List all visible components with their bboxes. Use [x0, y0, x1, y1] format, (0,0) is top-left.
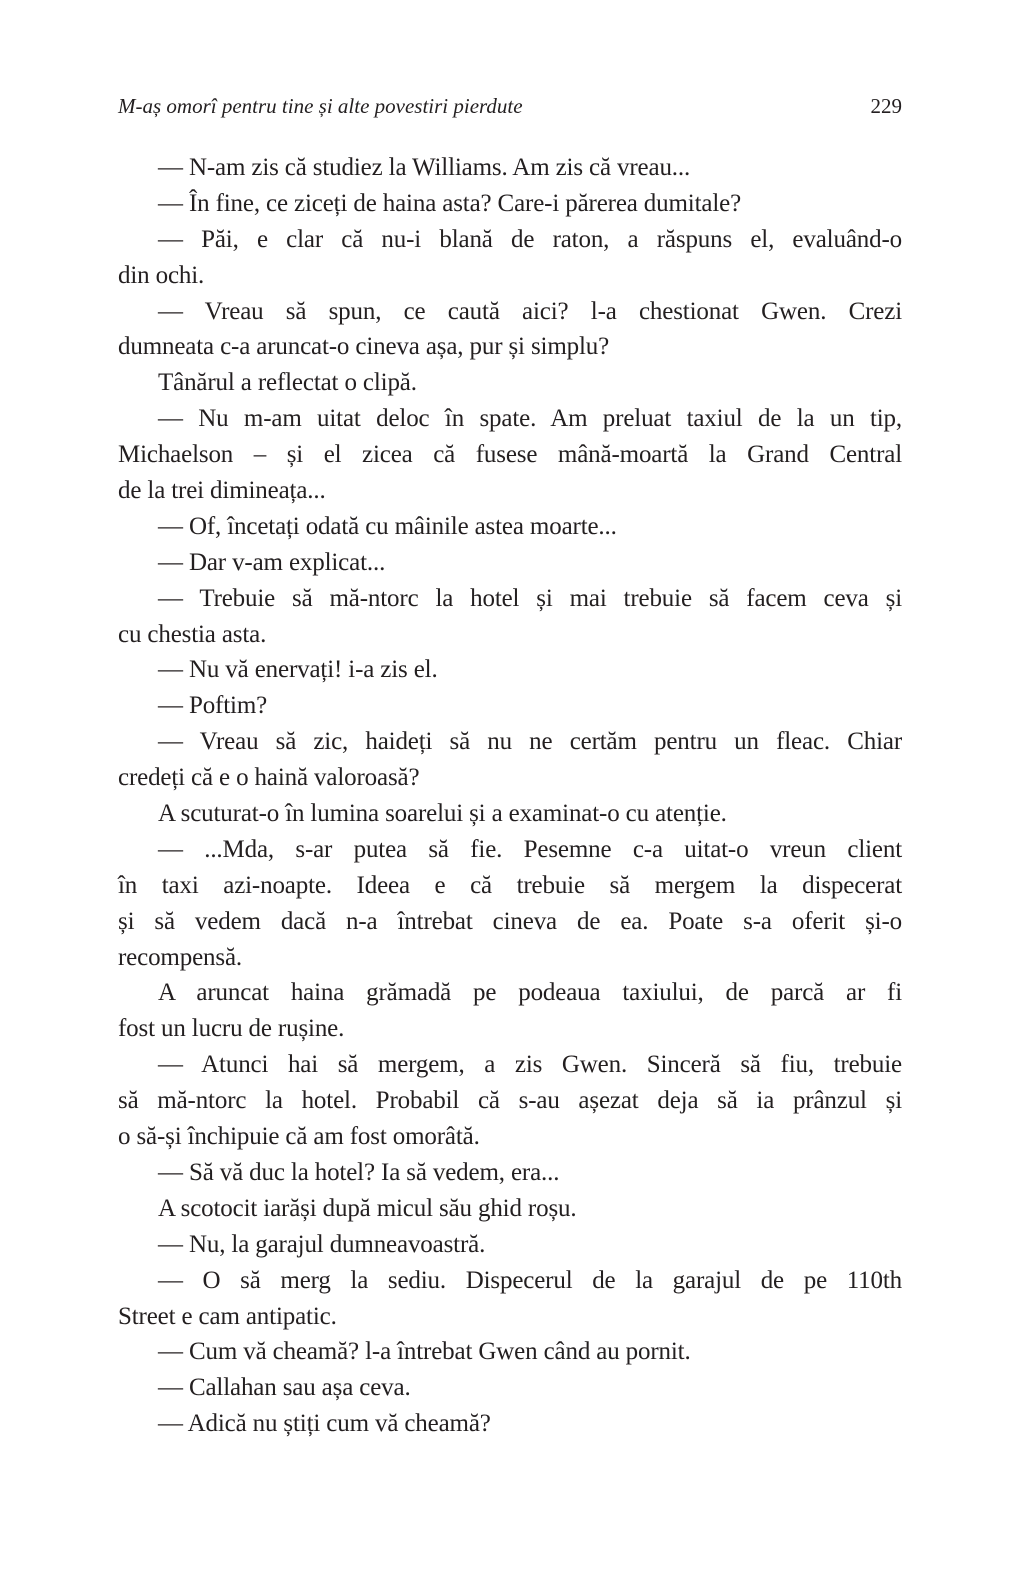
page-header	[118, 94, 902, 124]
paragraph	[118, 545, 902, 581]
text-line: — Adică nu știți cum vă cheamă?	[158, 1410, 491, 1438]
text-line: — Vreau să spun, ce caută aici? l-a chestionat Gwen. Crezi	[158, 297, 902, 325]
text-line: Michaelson – și el zicea că fusese mână-moartă la Grand Central	[118, 441, 902, 469]
text-line: A scotocit iarăși după micul său ghid roșu.	[158, 1194, 577, 1222]
page-number: 229	[870, 94, 902, 118]
text-line: Street e cam antipatic.	[118, 1302, 337, 1330]
paragraph	[118, 186, 902, 222]
paragraph	[118, 796, 902, 832]
text-line: cu chestia asta.	[118, 620, 267, 648]
text-line: fost un lucru de rușine.	[118, 1015, 345, 1043]
paragraph	[118, 1263, 902, 1335]
running-title: M-aș omorî pentru tine și alte povestiri pierdute	[118, 94, 523, 118]
text-line: din ochi.	[118, 261, 205, 289]
text-line: — Vreau să zic, haideți să nu ne certăm pentru un fleac. Chiar	[158, 728, 902, 756]
text-line: — Să vă duc la hotel? Ia să vedem, era...	[158, 1158, 560, 1186]
text-line: — Nu m-am uitat deloc în spate. Am preluat taxiul de la un tip,	[158, 405, 902, 433]
paragraph	[118, 688, 902, 724]
text-line: — Dar v-am explicat...	[158, 548, 386, 576]
text-line: Tânărul a reflectat o clipă.	[158, 369, 417, 397]
paragraph	[118, 1406, 902, 1442]
text-line: — Atunci hai să mergem, a zis Gwen. Sinceră să fiu, trebuie	[158, 1051, 902, 1079]
text-line: — Cum vă cheamă? l-a întrebat Gwen când au pornit.	[158, 1338, 691, 1366]
paragraph	[118, 1227, 902, 1263]
text-line: — Nu, la garajul dumneavoastră.	[158, 1230, 486, 1258]
paragraph	[118, 652, 902, 688]
paragraph	[118, 1334, 902, 1370]
body-text	[118, 150, 902, 1442]
text-line: — Nu vă enervați! i-a zis el.	[158, 656, 438, 684]
paragraph	[118, 150, 902, 186]
paragraph	[118, 832, 902, 976]
paragraph	[118, 1047, 902, 1155]
text-line: — Of, încetați odată cu mâinile astea moarte...	[158, 512, 617, 540]
paragraph	[118, 1370, 902, 1406]
paragraph	[118, 365, 902, 401]
text-line: — Callahan sau așa ceva.	[158, 1374, 411, 1402]
text-line: — Trebuie să mă-ntorc la hotel și mai trebuie să facem ceva și	[158, 584, 902, 612]
paragraph	[118, 1155, 902, 1191]
text-line: — N-am zis că studiez la Williams. Am zis că vreau...	[158, 154, 691, 181]
paragraph	[118, 294, 902, 366]
text-line: recompensă.	[118, 943, 242, 971]
paragraph	[118, 509, 902, 545]
text-line: — Păi, e clar că nu-i blană de raton, a răspuns el, evaluând-o	[158, 225, 902, 253]
paragraph	[118, 581, 902, 653]
text-line: în taxi azi-noapte. Ideea e că trebuie să mergem la dispecerat	[118, 871, 902, 899]
text-line: — ...Mda, s-ar putea să fie. Pesemne c-a uitat-o vreun client	[158, 835, 902, 863]
text-line: dumneata c-a aruncat-o cineva așa, pur și simplu?	[118, 333, 610, 361]
paragraph	[118, 975, 902, 1047]
paragraph	[118, 1191, 902, 1227]
paragraph	[118, 724, 902, 796]
text-line: A aruncat haina grămadă pe podeaua taxiului, de parcă ar fi	[158, 979, 902, 1007]
text-line: de la trei dimineața...	[118, 477, 326, 505]
text-line: — O să merg la sediu. Dispecerul de la garajul de pe 110th	[158, 1266, 902, 1294]
text-line: — Poftim?	[158, 692, 268, 720]
paragraph	[118, 222, 902, 294]
text-line: credeți că e o haină valoroasă?	[118, 764, 420, 792]
text-line: să mă-ntorc la hotel. Probabil că s-au așezat deja să ia prânzul și	[118, 1087, 902, 1115]
text-line: și să vedem dacă n-a întrebat cineva de ea. Poate s-a oferit și-o	[118, 907, 902, 935]
text-line: o să-și închipuie că am fost omorâtă.	[118, 1123, 480, 1151]
paragraph	[118, 401, 902, 509]
text-line: — În fine, ce ziceți de haina asta? Care-i părerea dumitale?	[158, 189, 742, 217]
text-line: A scuturat-o în lumina soarelui și a examinat-o cu atenție.	[158, 800, 727, 828]
